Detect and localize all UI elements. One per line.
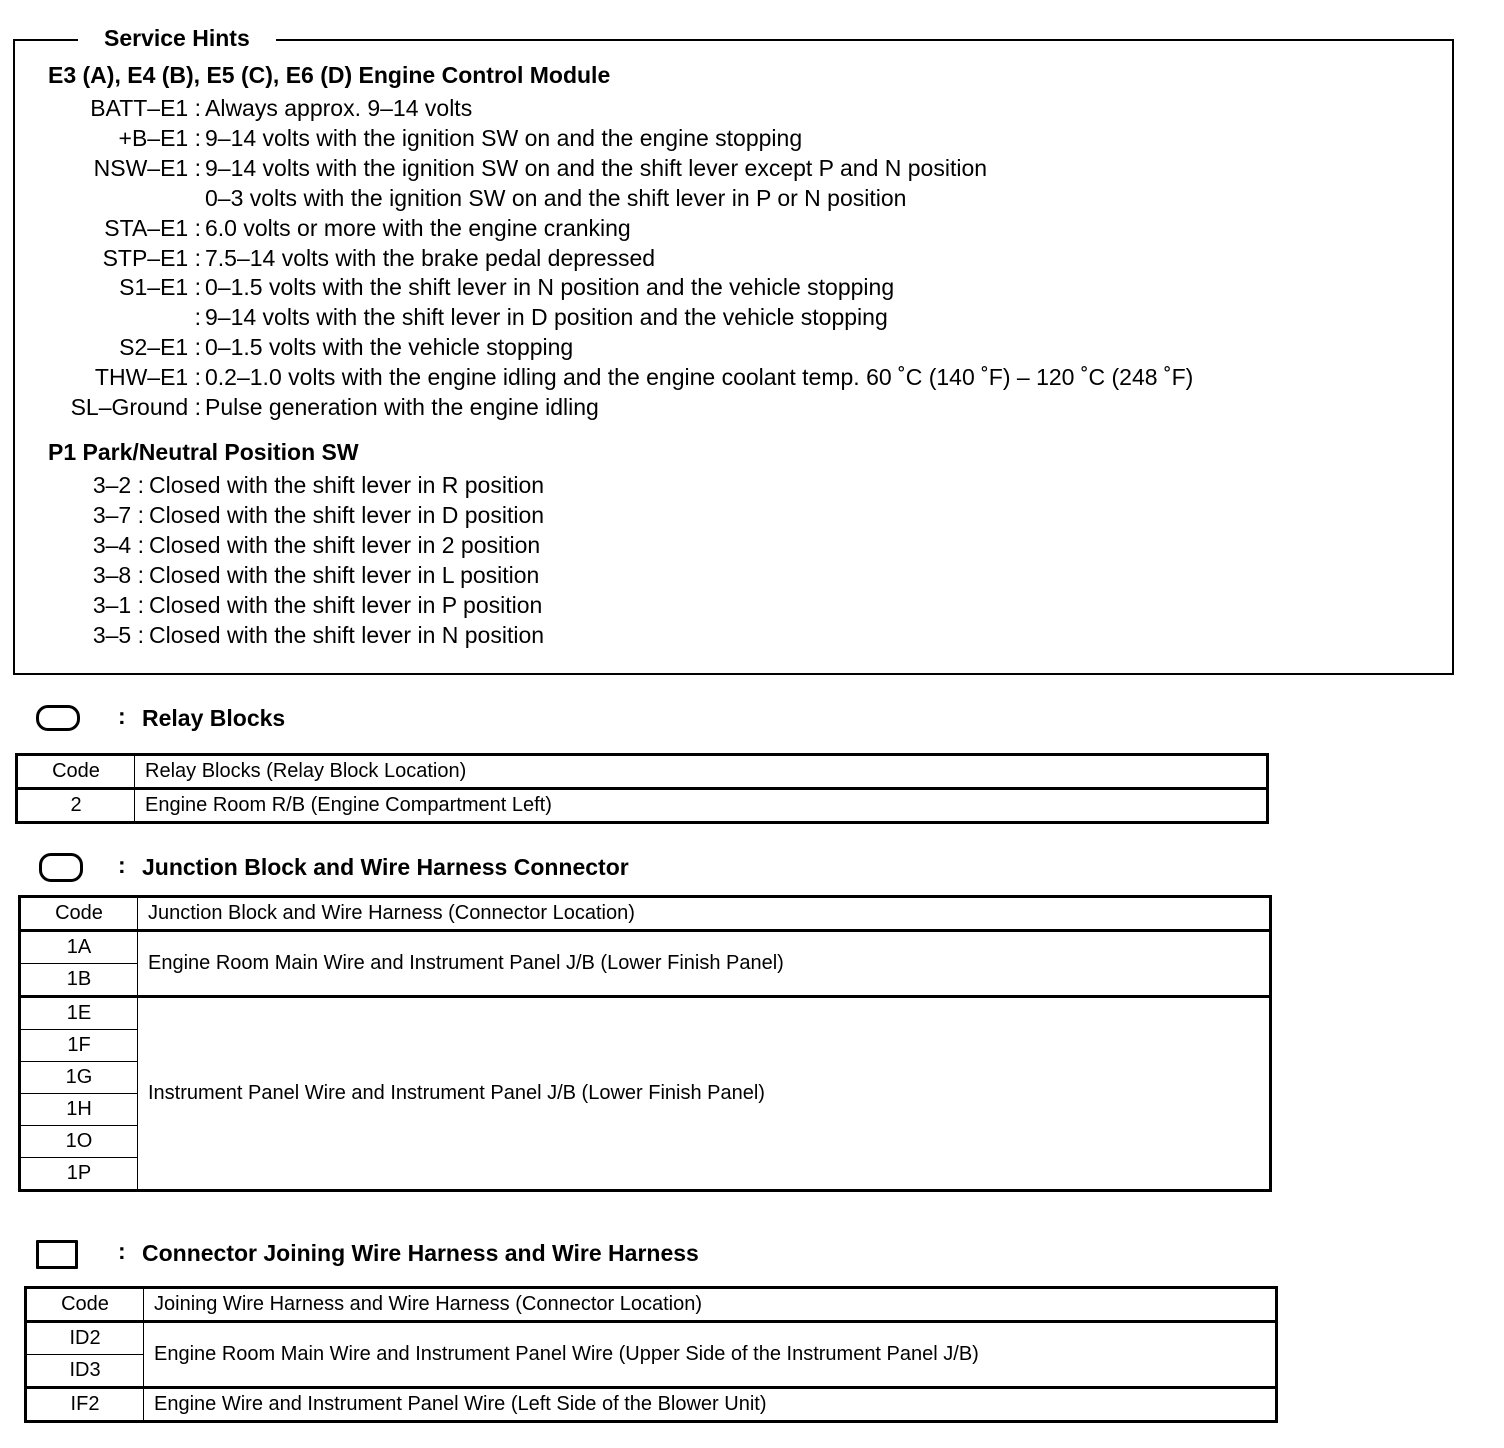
desc-cell: Engine Room R/B (Engine Compartment Left) xyxy=(135,789,1268,823)
legend-colon: : xyxy=(118,852,126,878)
code-cell: 1P xyxy=(20,1158,138,1191)
hint-text: 7.5–14 volts with the brake pedal depressed xyxy=(205,244,656,271)
hint-terminal-label: S2–E1 : xyxy=(119,334,201,361)
hint-terminal-label: THW–E1 : xyxy=(94,364,201,391)
service-hints-title: Service Hints xyxy=(78,24,276,52)
table-row xyxy=(20,997,1271,1030)
desc-header: Relay Blocks (Relay Block Location) xyxy=(135,755,1268,789)
hint-text: 9–14 volts with the ignition SW on and the shift lever except P and N position xyxy=(205,154,988,181)
legend-colon: : xyxy=(118,1238,126,1264)
hint-text: 0.2–1.0 volts with the engine idling and the engine coolant temp. 60 ˚C (140 ˚F) – 120 ˚C (248 ˚F) xyxy=(205,364,1194,391)
joining-connector-title: Connector Joining Wire Harness and Wire Harness xyxy=(142,1240,699,1266)
table-row xyxy=(17,789,1268,823)
code-cell: ID3 xyxy=(26,1355,144,1388)
code-cell: IF2 xyxy=(26,1388,144,1422)
code-header: Code xyxy=(20,897,138,931)
hint-terminal-label: : xyxy=(194,304,201,331)
code-cell: 1H xyxy=(20,1094,138,1126)
table-row xyxy=(26,1388,1277,1422)
table-row xyxy=(20,931,1271,964)
hint-text: 0–3 volts with the ignition SW on and the shift lever in P or N position xyxy=(205,184,907,211)
table-header-row xyxy=(26,1288,1277,1322)
relay-blocks-title: Relay Blocks xyxy=(142,705,286,731)
desc-header: Joining Wire Harness and Wire Harness (Connector Location) xyxy=(144,1288,1277,1322)
desc-header: Junction Block and Wire Harness (Connector Location) xyxy=(138,897,1271,931)
junction-block-title: Junction Block and Wire Harness Connector xyxy=(142,854,629,880)
pnp-heading: P1 Park/Neutral Position SW xyxy=(48,439,359,465)
hint-terminal-label: 3–4 : xyxy=(92,531,144,558)
hint-text: 9–14 volts with the shift lever in D position and the vehicle stopping xyxy=(205,304,888,331)
joining-connector-symbol-icon xyxy=(36,1240,78,1269)
code-cell: 1B xyxy=(20,964,138,997)
hint-terminal-label: BATT–E1 : xyxy=(90,95,201,121)
table-row xyxy=(26,1322,1277,1355)
desc-cell: Engine Room Main Wire and Instrument Panel Wire (Upper Side of the Instrument Panel J/B) xyxy=(144,1322,1277,1388)
desc-cell: Engine Room Main Wire and Instrument Panel J/B (Lower Finish Panel) xyxy=(138,931,1271,997)
joining-connector-table xyxy=(24,1286,1278,1423)
hint-text: 0–1.5 volts with the shift lever in N position and the vehicle stopping xyxy=(205,274,895,301)
hint-terminal-label: S1–E1 : xyxy=(119,274,201,301)
hint-terminal-label: 3–8 : xyxy=(92,561,144,588)
hint-terminal-label: STP–E1 : xyxy=(102,244,201,271)
hint-text: Closed with the shift lever in D position xyxy=(149,501,545,528)
hint-text: Always approx. 9–14 volts xyxy=(205,95,473,121)
code-header: Code xyxy=(26,1288,144,1322)
hint-terminal-label: +B–E1 : xyxy=(118,124,201,151)
code-header: Code xyxy=(17,755,135,789)
code-cell: 1O xyxy=(20,1126,138,1158)
hint-terminal-label: 3–2 : xyxy=(92,472,144,498)
code-cell: 1G xyxy=(20,1062,138,1094)
desc-cell: Instrument Panel Wire and Instrument Panel J/B (Lower Finish Panel) xyxy=(138,997,1271,1191)
hint-terminal-label: 3–1 : xyxy=(92,591,144,618)
junction-block-table xyxy=(18,895,1272,1192)
hint-terminal-label: NSW–E1 : xyxy=(93,154,201,181)
hint-text: Closed with the shift lever in R position xyxy=(149,472,545,498)
hint-text: Closed with the shift lever in N position xyxy=(149,621,545,648)
code-cell: 1E xyxy=(20,997,138,1030)
hint-text: Pulse generation with the engine idling xyxy=(205,394,599,420)
hint-text: Closed with the shift lever in 2 position xyxy=(149,531,541,558)
code-cell: 1F xyxy=(20,1030,138,1062)
code-cell: 1A xyxy=(20,931,138,964)
hint-text: 6.0 volts or more with the engine cranking xyxy=(205,214,631,241)
hint-text: 9–14 volts with the ignition SW on and the engine stopping xyxy=(205,124,803,151)
table-header-row xyxy=(20,897,1271,931)
hint-terminal-label: SL–Ground : xyxy=(70,394,201,420)
code-cell: ID2 xyxy=(26,1322,144,1355)
junction-block-symbol-icon xyxy=(39,853,83,882)
table-header-row xyxy=(17,755,1268,789)
ecm-heading: E3 (A), E4 (B), E5 (C), E6 (D) Engine Control Module xyxy=(48,62,611,88)
code-cell: 2 xyxy=(17,789,135,823)
desc-cell: Engine Wire and Instrument Panel Wire (Left Side of the Blower Unit) xyxy=(144,1388,1277,1422)
hint-terminal-label: 3–5 : xyxy=(92,621,144,648)
hint-terminal-label: STA–E1 : xyxy=(104,214,201,241)
hint-terminal-label: 3–7 : xyxy=(92,501,144,528)
hint-text: Closed with the shift lever in L position xyxy=(149,561,540,588)
relay-block-symbol-icon xyxy=(36,705,80,731)
legend-colon: : xyxy=(118,703,126,729)
hint-text: 0–1.5 volts with the vehicle stopping xyxy=(205,334,574,361)
hint-text: Closed with the shift lever in P position xyxy=(149,591,543,618)
relay-blocks-table xyxy=(15,753,1269,824)
